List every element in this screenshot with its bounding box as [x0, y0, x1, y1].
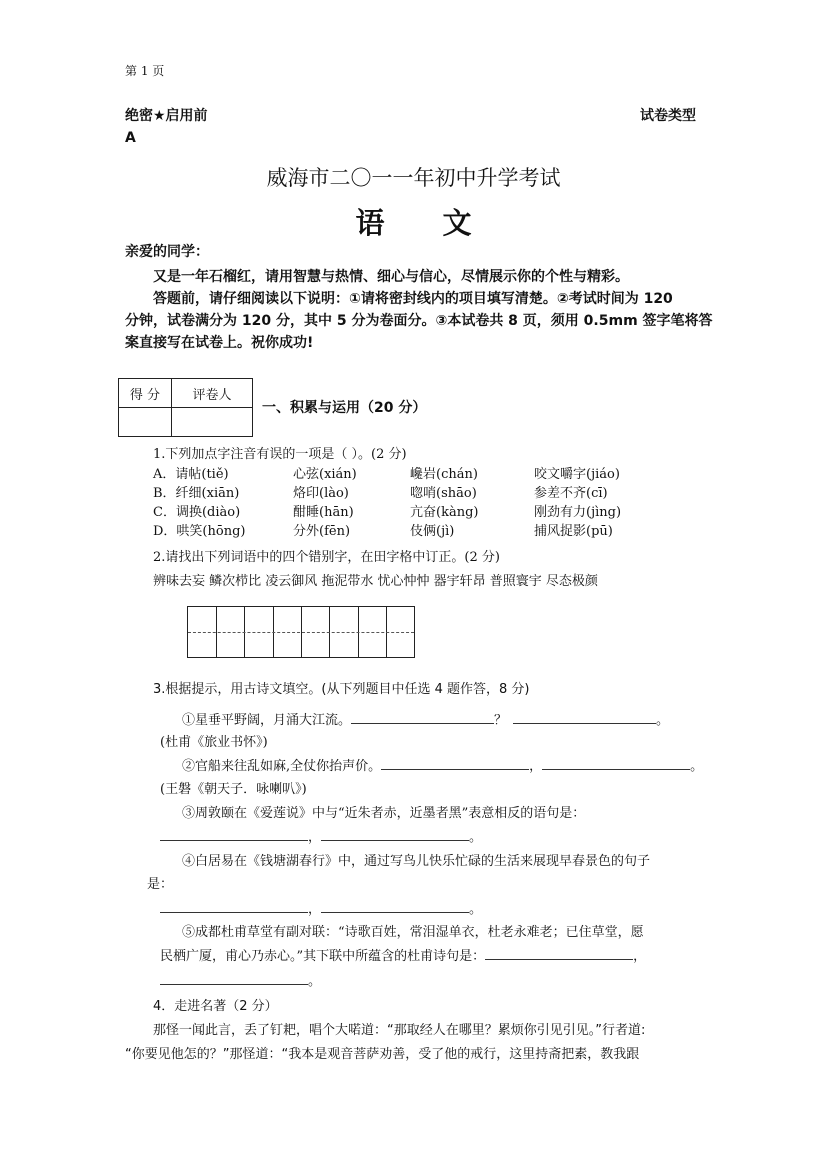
- score-input-cell[interactable]: [119, 408, 172, 437]
- q4-line-1: 那怪一闻此言，丢了钉耙，唱个大喏道：“那取经人在哪里？累烦你引见引见。”行者道:: [153, 1023, 646, 1038]
- q3-item-1-blank-2[interactable]: [513, 711, 656, 724]
- q3-item-5-blank-1[interactable]: [485, 947, 633, 960]
- q4-line-2: “你要见他怎的？”那怪道：“我本是观音菩萨劝善，受了他的戒行，这里持斋把素，教我跟: [125, 1047, 640, 1062]
- q1-option-d-4: 捕风捉影(pū): [534, 524, 613, 539]
- grader-label: 评卷人: [172, 379, 253, 408]
- q1-option-d-1: D．哄笑(hōng): [153, 524, 246, 539]
- q3-item-1: ①星垂平野阔，月涌大江流。 ？ 。: [182, 713, 670, 728]
- q3-item-3: ③周敦颐在《爱莲说》中与“近朱者赤，近墨者黑”表意相反的语句是：: [182, 806, 586, 821]
- q1-option-b-1: B．纤细(xiān): [153, 486, 240, 501]
- q1-option-b-4: 参差不齐(cī): [534, 486, 608, 501]
- q3-item-2: ②官船来往乱如麻,全仗你抬声价。 ， 。: [182, 759, 704, 774]
- q3-item-2-blank-2[interactable]: [542, 757, 690, 770]
- q3-item-2-blank-1[interactable]: [381, 757, 529, 770]
- page-number: 第 1 页: [125, 64, 165, 78]
- q1-option-a-1: A．请帖(tiě): [153, 467, 229, 482]
- q3-item-5-answer: 。: [160, 970, 321, 989]
- q1-option-b-2: 烙印(lào): [293, 486, 349, 501]
- intro-line-3: 分钟，试卷满分为 120 分，其中 5 分为卷面分。③本试卷共 8 页，须用 0.5mm 签字笔将答: [125, 313, 713, 329]
- q1-option-b-3: 唿哨(shāo): [410, 486, 477, 501]
- q1-stem: 1.下列加点字注音有误的一项是（ ）。(2 分): [153, 447, 407, 462]
- greeting: 亲爱的同学：: [125, 244, 209, 260]
- q3-item-3-blank-1[interactable]: [160, 828, 308, 841]
- q1-option-c-3: 亢奋(kàng): [410, 505, 479, 520]
- q1-option-c-1: C．调换(diào): [153, 505, 241, 520]
- q1-option-a-4: 咬文嚼字(jiáo): [534, 467, 620, 482]
- q2-words: 辨味去妄 鳞次栉比 凌云御风 拖泥带水 忧心忡忡 器宇轩昂 普照寰宇 尽态极颜: [153, 574, 598, 589]
- section-1-title: 一、积累与运用（20 分）: [262, 400, 427, 416]
- confidential-label: 绝密★启用前: [125, 108, 208, 124]
- q3-stem: 3.根据提示，用古诗文填空。(从下列题目中任选 4 题作答，8 分): [153, 682, 530, 697]
- paper-type-label: 试卷类型: [640, 108, 696, 124]
- q3-item-5-blank-2[interactable]: [160, 972, 308, 985]
- q2-stem: 2.请找出下列词语中的四个错别字，在田字格中订正。(2 分): [153, 550, 500, 565]
- q3-item-4-answer: ， 。: [160, 898, 482, 917]
- subject-title: 语文: [355, 206, 530, 240]
- q3-item-4-cont: 是：: [147, 877, 174, 892]
- score-table: [118, 378, 253, 437]
- q3-item-1-blank-1[interactable]: [351, 711, 494, 724]
- q3-item-1-source: (杜甫《旅业书怀》): [160, 735, 268, 750]
- q1-option-c-2: 酣睡(hān): [293, 505, 354, 520]
- q1-option-c-4: 刚劲有力(jìng): [534, 505, 622, 520]
- paper-type-value: A: [125, 130, 136, 146]
- score-label: 得 分: [119, 379, 172, 408]
- q1-option-d-3: 伎俩(jì): [410, 524, 455, 539]
- grader-input-cell[interactable]: [172, 408, 253, 437]
- q3-item-4-blank-1[interactable]: [160, 900, 308, 913]
- q3-item-2-source: (王磐《朝天子．咏喇叭》): [160, 782, 307, 797]
- intro-line-2: 答题前，请仔细阅读以下说明：①请将密封线内的项目填写清楚。②考试时间为 120: [153, 291, 673, 307]
- q1-option-a-2: 心弦(xián): [293, 467, 357, 482]
- q1-option-a-3: 巉岩(chán): [410, 467, 478, 482]
- tianzige-grid[interactable]: [187, 606, 415, 658]
- q1-option-d-2: 分外(fēn): [293, 524, 351, 539]
- q3-item-3-answer: ， 。: [160, 826, 482, 845]
- q3-item-4-blank-2[interactable]: [321, 900, 469, 913]
- intro-line-1: 又是一年石榴红，请用智慧与热情、细心与信心，尽情展示你的个性与精彩。: [153, 269, 629, 285]
- q3-item-3-blank-2[interactable]: [321, 828, 469, 841]
- q3-item-5-cont: 民栖广厦，甫心乃赤心。”其下联中所蕴含的杜甫诗句是： ，: [160, 949, 647, 964]
- intro-line-4: 案直接写在试卷上。祝你成功!: [125, 335, 314, 351]
- q4-stem: 4．走进名著（2 分）: [153, 999, 278, 1014]
- q3-item-5: ⑤成都杜甫草堂有副对联：“诗歌百姓，常泪湿单衣，杜老永难老；已住草堂，愿: [182, 925, 644, 940]
- q3-item-4: ④白居易在《钱塘湖春行》中，通过写鸟儿快乐忙碌的生活来展现早春景色的句子: [182, 854, 651, 869]
- exam-title: 威海市二〇一一年初中升学考试: [266, 166, 561, 190]
